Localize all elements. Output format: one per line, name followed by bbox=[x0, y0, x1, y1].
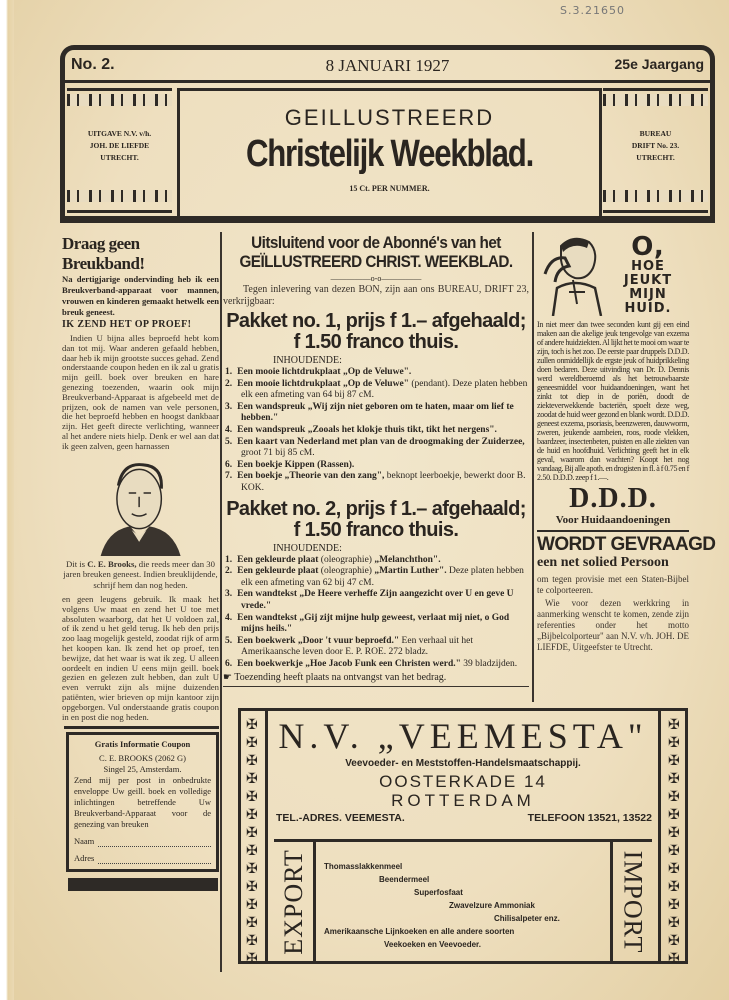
slogan-line: HUID. bbox=[624, 301, 672, 316]
masthead-rule bbox=[65, 80, 710, 83]
package-item bbox=[223, 555, 529, 567]
package-item bbox=[223, 471, 529, 494]
item-number: 6. bbox=[225, 658, 233, 669]
cross-ornament-icon: ✠ bbox=[668, 879, 680, 895]
item-text: (oleographie) bbox=[318, 566, 375, 577]
issue-number: No. 2. bbox=[71, 56, 115, 73]
product-item: Veekoeken en Veevoeder. bbox=[384, 940, 481, 949]
caption-text: die reeds meer dan 30 jaren breuken geneest. Indien breuklijdende, schrijf hem dan nog heden. bbox=[63, 558, 218, 590]
cross-ornament-icon: ✠ bbox=[668, 717, 680, 733]
address-field[interactable] bbox=[74, 853, 211, 864]
wanted-text: om tegen provisie met een Staten-Bijbel te colporteeren. bbox=[537, 574, 689, 595]
cross-ornament-icon: ✠ bbox=[246, 843, 258, 859]
delivery-note bbox=[223, 672, 529, 687]
cross-ornament-icon: ✠ bbox=[668, 951, 680, 967]
office-line: UTRECHT. bbox=[636, 153, 675, 162]
offer-heading: Uitsluitend voor de Abonné's van het bbox=[251, 233, 501, 252]
ad-body: Indien U bijna alles beproefd hebt kom dan tot mij. Waar anderen gefaald hebben, daar heb ik mijn grootste succes gehad. Zend onderstaande coupon heden en ik zal u gratis mijn geill. boek over breuken en hare genezing toezenden, waarin ook mijn Breukverband-Apparaat is afgebeeld met de prijzen, ook de namen van vele personen, die het beproefd hebben en hoogst dankbaar zijn. Het geeft directe verlichting, wanneer al het andere niets hielp. Denk er wel aan dat ik geen zalven, geen harnassen bbox=[62, 333, 219, 451]
item-text: Een gekleurde plaat bbox=[237, 554, 319, 565]
cross-ornament-icon: ✠ bbox=[668, 897, 680, 913]
subscriber-offer bbox=[223, 233, 529, 705]
publisher-line: JOH. DE LIEFDE bbox=[89, 141, 150, 150]
item-text: Een verhaal uit het Amerikaansche leven door E. P. ROE. 272 bladz. bbox=[241, 635, 474, 658]
package-item bbox=[223, 613, 529, 636]
caption-text: Dit is bbox=[66, 558, 88, 569]
coupon-name: C. E. BROOKS (2062 G) bbox=[99, 753, 186, 764]
breukband-ad bbox=[62, 234, 219, 891]
product-item: Amerikaansche Lijnkoeken en alle andere soorten bbox=[324, 927, 515, 936]
office-panel bbox=[603, 88, 708, 213]
item-text: (pendant). Deze platen hebben elk een afmeting van 64 bij 87 cM. bbox=[241, 378, 528, 401]
right-column bbox=[537, 232, 716, 653]
item-number: 3. bbox=[225, 401, 233, 412]
portrait-illustration bbox=[62, 456, 217, 556]
ad-heading: Draag geen Breukband! bbox=[62, 234, 145, 273]
product-item: Zwavelzure Ammoniak bbox=[449, 901, 535, 910]
export-label-box bbox=[274, 842, 316, 961]
package-title: Pakket no. 2, prijs f 1.– afgehaald; bbox=[226, 497, 526, 520]
ddd-brand: D.D.D. bbox=[569, 483, 657, 514]
item-number: 2. bbox=[225, 378, 233, 389]
cross-ornament-icon: ✠ bbox=[668, 843, 680, 859]
title-box bbox=[177, 88, 602, 221]
publisher-panel bbox=[67, 88, 172, 213]
item-text: Een mooie lichtdrukplaat „Op de Veluwe" bbox=[237, 378, 409, 389]
cross-ornament-icon: ✠ bbox=[246, 861, 258, 877]
products-box bbox=[274, 839, 652, 961]
issue-date: 8 JANUARI 1927 bbox=[325, 56, 450, 75]
veemesta-inner bbox=[265, 711, 661, 961]
company-name: N.V. „VEEMESTA" bbox=[278, 716, 648, 756]
package-price: f 1.50 franco thuis. bbox=[293, 518, 459, 541]
pointing-hand-icon: ☛ bbox=[223, 672, 235, 684]
ddd-ad bbox=[537, 320, 689, 527]
item-text: Een wandtekst „Gij zijt mijne hulp geweest, verlaat mij niet, o God mijns heils." bbox=[237, 612, 510, 635]
item-number: 5. bbox=[225, 436, 233, 447]
item-number: 4. bbox=[225, 612, 233, 623]
contents-label: INHOUDENDE: bbox=[273, 355, 342, 366]
item-number: 1. bbox=[225, 367, 233, 377]
name-label: Naam bbox=[74, 836, 95, 847]
package-item bbox=[223, 636, 529, 659]
package-item bbox=[223, 589, 529, 612]
item-text: Een boekwerkje „Hoe Jacob Funk een Christen werd." bbox=[237, 658, 461, 669]
export-label: EXPORT bbox=[278, 848, 308, 955]
item-text: Een kaart van Nederland met plan van de droogmaking der Zuiderzee, bbox=[237, 436, 525, 447]
coupon-text: Zend mij per post in onbedrukte enveloppe Uw geill. boek en volledige inlichtingen betreffende Uw Breukverband-Apparaat voor de genezing van breuken bbox=[74, 775, 211, 830]
company-street: OOSTERKADE 14 bbox=[379, 772, 547, 791]
ad-body-continued: en geen leugens gebruik. Ik maak het volgens Uw maat en zend het U toe met absoluten waarborg, dat het U voldoen zal, of ik zend u het geld terug. Ik heb den prijs zoo laag mogelijk gesteld, zoodat rijk of arm het koopen kan. Ik zend het op proef, ten bewijze, dat het waar is wat ik zeg. U alleen oordeelt en indien U eens mijn geill. boek gezien en gelezen zult hebben, dan zult U even verrukt zijn als mijne duizenden patiënten, wier brieven op mijn kantoor zijn opgeborgen. Vul onderstaande gratis coupon in en post die nog heden. bbox=[62, 594, 219, 722]
slogan-line: O, bbox=[631, 232, 665, 262]
contents-label: INHOUDENDE: bbox=[273, 542, 342, 554]
cross-ornament-icon: ✠ bbox=[246, 717, 258, 733]
cross-ornament-icon: ✠ bbox=[246, 897, 258, 913]
cross-ornament-icon: ✠ bbox=[668, 933, 680, 949]
item-number: 5. bbox=[225, 635, 233, 646]
coupon-title: Gratis Informatie Coupon bbox=[94, 739, 191, 750]
black-bar bbox=[68, 878, 218, 891]
ddd-slogan bbox=[607, 234, 689, 316]
coupon-rule bbox=[64, 726, 219, 729]
name-field[interactable] bbox=[74, 836, 211, 847]
column-divider bbox=[220, 232, 222, 972]
cross-ornament-icon: ✠ bbox=[246, 771, 258, 787]
item-text: Een wandspreuk „Zooals het klokje thuis tikt, tikt het nergens". bbox=[237, 424, 497, 435]
product-item: Beendermeel bbox=[379, 875, 430, 884]
item-text: Een boekje „Theorie van den zang", bbox=[237, 471, 385, 482]
wanted-subheading: een net solied Persoon bbox=[537, 555, 669, 570]
caption-name: C. E. Brooks, bbox=[87, 558, 137, 569]
cross-ornament-icon: ✠ bbox=[668, 915, 680, 931]
address-label: Adres bbox=[74, 853, 95, 864]
note-text: Toezending heeft plaats na ontvangst van het bedrag. bbox=[234, 672, 447, 684]
coupon bbox=[66, 732, 219, 872]
wanted-heading: WORDT GEVRAAGD bbox=[537, 534, 716, 555]
cross-ornament-icon: ✠ bbox=[668, 753, 680, 769]
package-item bbox=[223, 659, 529, 671]
item-text: (oleographie) bbox=[318, 554, 375, 565]
office-line: BUREAU bbox=[639, 129, 672, 138]
cross-ornament-icon: ✠ bbox=[246, 735, 258, 751]
cross-ornament-icon: ✠ bbox=[246, 789, 258, 805]
cross-ornament-icon: ✠ bbox=[668, 825, 680, 841]
divider-text: o-o bbox=[370, 274, 382, 283]
item-text: groot 71 bij 85 cM. bbox=[241, 448, 315, 459]
item-text: Een boekwerk „Door 't vuur beproefd." bbox=[237, 635, 400, 646]
veemesta-ad bbox=[238, 708, 688, 967]
item-number: 3. bbox=[225, 589, 233, 600]
volume: 25e Jaargang bbox=[614, 56, 704, 72]
ad-intro: Na dertigjarige ondervinding heb ik een Breukverband-apparaat voor mannen, vrouwen en kinderen gemaakt hetwelk een breuk geneest. bbox=[62, 274, 219, 317]
wanted-text: Wie voor dezen werkkring in aanmerking wenscht te komen, zende zijn referenties onder het motto „Bijbelcolporteur" aan N.V. v/h. JOH. DE LIEFDE, Uitgeefster te Utrecht. bbox=[537, 598, 689, 652]
cross-border-right bbox=[665, 717, 683, 967]
cross-border-left bbox=[243, 717, 261, 967]
item-text: Een boekje Kippen (Rassen). bbox=[237, 459, 355, 470]
package-item bbox=[223, 367, 529, 379]
package-items bbox=[223, 367, 529, 495]
price: 15 Ct. PER NUMMER. bbox=[349, 184, 430, 193]
item-number: 1. bbox=[225, 554, 233, 565]
company-city: ROTTERDAM bbox=[391, 791, 535, 810]
item-number: 7. bbox=[225, 471, 233, 482]
masthead bbox=[60, 45, 715, 223]
ornament bbox=[67, 190, 172, 202]
import-label: IMPORT bbox=[618, 850, 648, 953]
cross-ornament-icon: ✠ bbox=[246, 825, 258, 841]
cross-ornament-icon: ✠ bbox=[246, 933, 258, 949]
package-item bbox=[223, 379, 529, 402]
coupon-address: Singel 25, Amsterdam. bbox=[103, 764, 182, 775]
archive-mark: S.3.21650 bbox=[560, 4, 625, 17]
package-2 bbox=[223, 499, 529, 671]
office-line: DRIFT No. 23. bbox=[631, 141, 680, 150]
package-title: Pakket no. 1, prijs f 1.– afgehaald; bbox=[226, 310, 526, 332]
ad-shout: IK ZEND HET OP PROEF! bbox=[62, 319, 192, 330]
title-main: Christelijk Weekblad. bbox=[245, 133, 534, 175]
item-text: Een gekleurde plaat bbox=[237, 566, 319, 577]
product-item: Thomasslakkenmeel bbox=[324, 862, 403, 871]
import-label-box bbox=[610, 842, 652, 961]
ddd-tagline: Voor Huidaandoeningen bbox=[555, 514, 671, 526]
phone-numbers: TELEFOON 13521, 13522 bbox=[527, 812, 652, 824]
package-item bbox=[223, 437, 529, 460]
cross-ornament-icon: ✠ bbox=[246, 915, 258, 931]
cross-ornament-icon: ✠ bbox=[246, 879, 258, 895]
ddd-header bbox=[537, 234, 689, 320]
package-item bbox=[223, 425, 529, 437]
product-item: Chilisalpeter enz. bbox=[494, 914, 560, 923]
ornament bbox=[603, 94, 708, 106]
package-item bbox=[223, 566, 529, 589]
item-text: Een wandtekst „De Heere verheffe Zijn aangezicht over U en geve U vrede." bbox=[237, 589, 514, 611]
item-number: 2. bbox=[225, 566, 233, 577]
ornament bbox=[67, 94, 172, 106]
ornament bbox=[603, 190, 708, 202]
portrait-caption bbox=[62, 559, 219, 591]
item-text: „Martin Luther". bbox=[374, 566, 447, 577]
itching-man-illustration bbox=[543, 234, 607, 316]
offer-heading: GEÏLLUSTREERD CHRIST. WEEKBLAD. bbox=[239, 252, 513, 271]
cross-ornament-icon: ✠ bbox=[668, 735, 680, 751]
item-number: 4. bbox=[225, 424, 233, 435]
offer-intro: Tegen inlevering van dezen BON, zijn aan ons BUREAU, DRIFT 23, verkrijgbaar: bbox=[223, 284, 529, 307]
ddd-body: In niet meer dan twee seconden kunt gij een eind maken aan die akelige jeuk tengevolge van exzema of andere huidziekten. Al lijkt het te mooi om waar te zijn, toch is het zoo. De eerste paar druppels D.D.D. zullen onmiddellijk de ergste jeuk of huidprikkeling doen bedaren. Deze uitvinding van Dr. D. Dennis werd wereldberoemd als het betrouwbaarste geneesmiddel voor huidaandoeningen, want het zinkt tot diep in de poriën, doodt de ziekteverwekkende bacteriën, spoelt deze weg, zoodat de huid weer gezond en blank wordt. D.D.D. geneest exzema, psoriasis, beenzweren, dauwworm, zweren, jeukende aambeien, roos, roode vlekken, baardzeer, insectenbeten, puisten en alle ziekten van de huid en hoofdhuid. Verlichting geeft het in elk geval, waarom dan wachten? Koopt het nog vandaag. Bij alle apoth. en drogisten in fl. à f 0.75 en f 2.50. D.D.D. zeep f 1.—. bbox=[537, 320, 689, 482]
cross-ornament-icon: ✠ bbox=[246, 951, 258, 967]
product-item: Superfosfaat bbox=[414, 888, 463, 897]
wanted-ad bbox=[537, 530, 716, 653]
item-text: 39 bladzijden. bbox=[460, 658, 518, 669]
package-item bbox=[223, 402, 529, 425]
package-price: f 1.50 franco thuis. bbox=[293, 331, 459, 353]
item-text: Een wandspreuk „Wij zijn niet geboren om te haten, maar om lief te hebben." bbox=[237, 401, 514, 424]
package-1 bbox=[223, 311, 529, 495]
product-list bbox=[324, 860, 602, 951]
telegraph-address: TEL.-ADRES. VEEMESTA. bbox=[276, 812, 405, 824]
item-text: „Melanchthon". bbox=[374, 554, 441, 565]
cross-ornament-icon: ✠ bbox=[668, 789, 680, 805]
slogan-line: JEUKT bbox=[623, 273, 673, 288]
publisher-line: UITGAVE N.V. v/h. bbox=[87, 129, 152, 138]
slogan-line: MIJN bbox=[629, 287, 667, 302]
cross-ornament-icon: ✠ bbox=[246, 753, 258, 769]
slogan-line: HOE bbox=[631, 259, 665, 274]
item-text: Deze platen hebben elk een afmeting van 62 bij 47 cM. bbox=[241, 566, 524, 588]
cross-ornament-icon: ✠ bbox=[668, 861, 680, 877]
cross-ornament-icon: ✠ bbox=[668, 807, 680, 823]
company-subtitle: Veevoeder- en Meststoffen-Handelsmaatschappij. bbox=[345, 758, 581, 769]
item-text: Een mooie lichtdrukplaat „Op de Veluwe". bbox=[237, 367, 412, 377]
item-text: beknopt leerboekje, bewerkt door B. KOK. bbox=[241, 471, 526, 493]
publisher-line: UTRECHT. bbox=[100, 153, 139, 162]
package-item bbox=[223, 460, 529, 472]
item-number: 6. bbox=[225, 459, 233, 470]
package-items bbox=[223, 555, 529, 671]
divider: —————o-o————— bbox=[330, 274, 422, 283]
cross-ornament-icon: ✠ bbox=[668, 771, 680, 787]
page-edge bbox=[0, 0, 14, 1000]
cross-ornament-icon: ✠ bbox=[246, 807, 258, 823]
title-top: GEILLUSTREERD bbox=[284, 105, 495, 130]
